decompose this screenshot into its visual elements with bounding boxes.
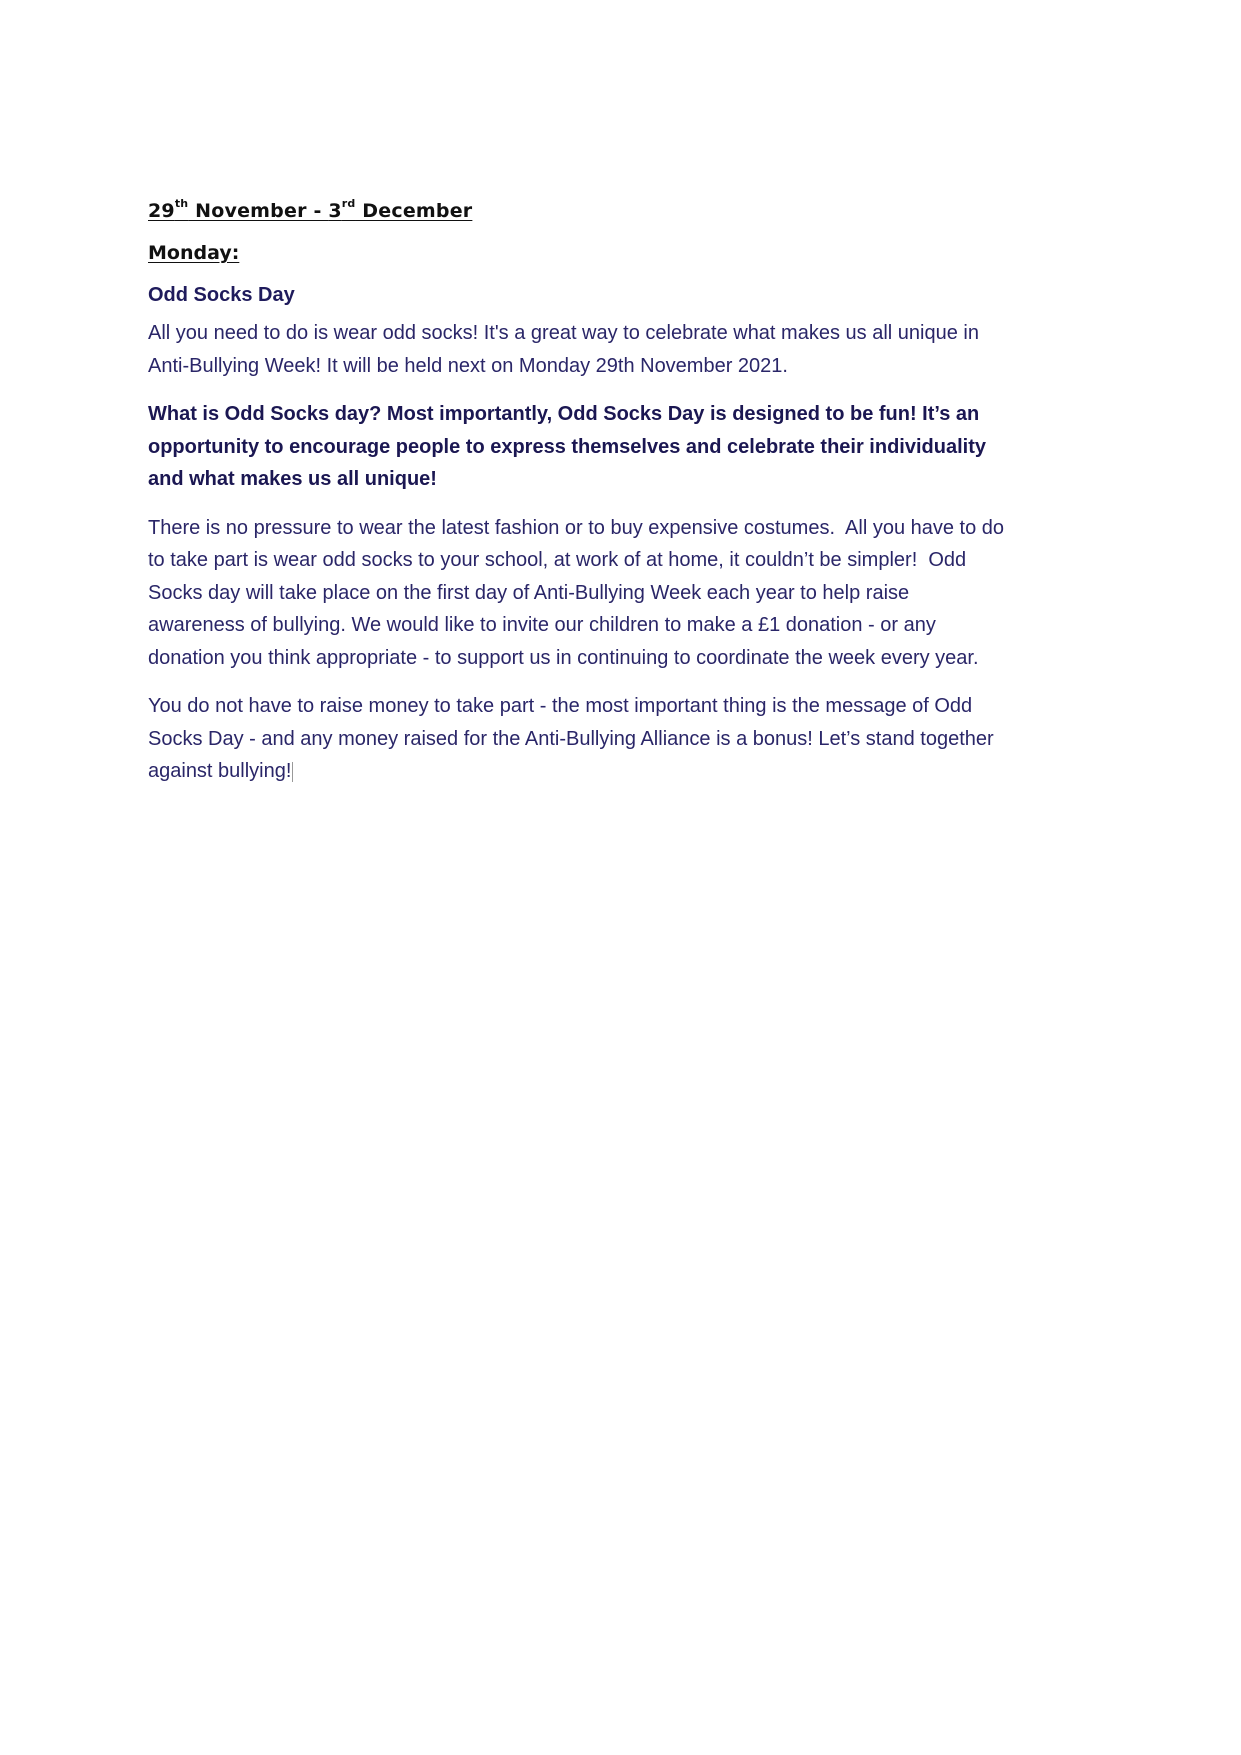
end-month: December [355,200,473,222]
start-day: 29 [148,200,175,222]
details-paragraph: There is no pressure to wear the latest fashion or to buy expensive costumes. All you have to do to take part is wear odd socks to your school, at work of at home, it couldn’t be simpler! Odd Socks day will take place on the first day of Anti-Bullying Week each year to help raise awareness of bullying. We would like to invite our children to make a £1 donation - or any donation you think appropriate - to support us in continuing to coordinate the week every year. [148,516,1010,669]
intro-paragraph: All you need to do is wear odd socks! It's a great way to celebrate what makes us all unique in Anti-Bullying Week! It will be held next on Monday 29th November 2021. [148,322,979,377]
start-month: November - [188,200,329,222]
bold-paragraph: What is Odd Socks day? Most importantly, Odd Socks Day is designed to be fun! It’s an opportunity to encourage people to express themselves and celebrate their individuality and what makes us all unique! [148,403,986,490]
section-title: Odd Socks Day [148,284,295,306]
end-day: 3 [328,200,342,222]
text-cursor [292,762,293,782]
date-range-heading [148,197,1008,222]
end-day-suffix: rd [341,197,356,210]
document-content [148,197,1010,804]
day-heading: Monday: [148,242,240,264]
closing-paragraph[interactable] [148,690,1008,788]
closing-paragraph-text: You do not have to raise money to take part - the most important thing is the message of Odd Socks Day - and any money raised for the Anti-Bullying Alliance is a bonus! Let’s stand together against bullying! [148,695,994,782]
start-day-suffix: th [174,197,189,210]
